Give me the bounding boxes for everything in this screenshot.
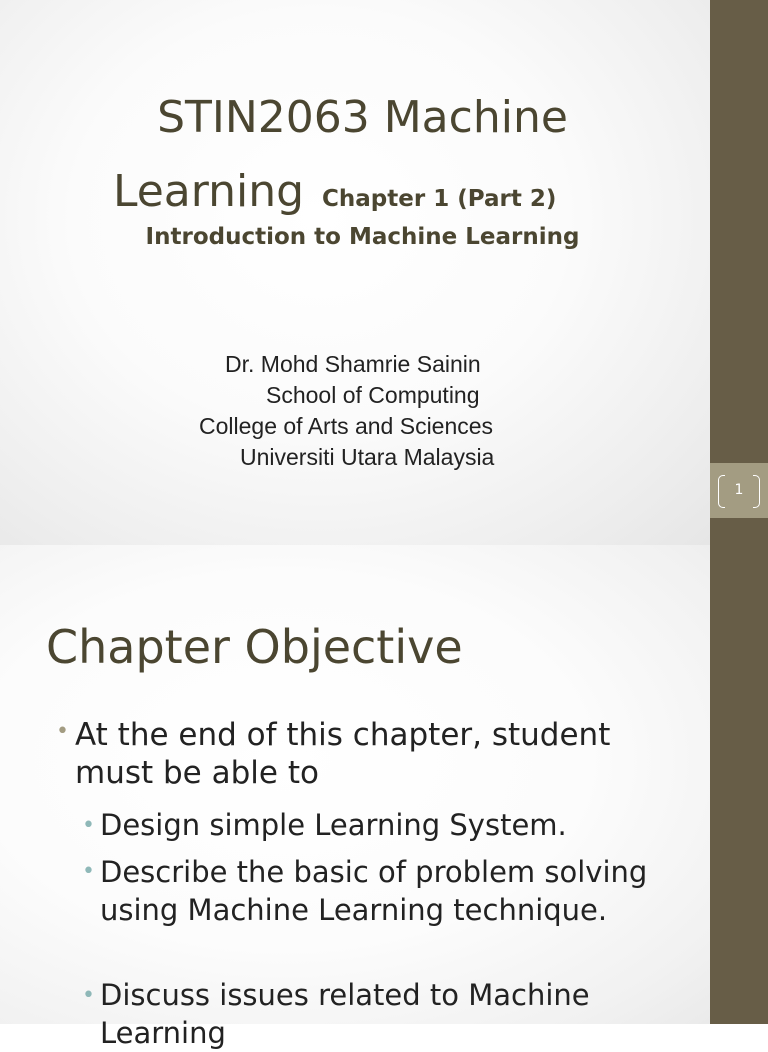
chapter-label: Chapter 1 (Part 2) [322,186,557,212]
sub-bullet-1: Design simple Learning System. [100,808,567,842]
author-name: Dr. Mohd Shamrie Sainin [225,351,481,377]
sub-bullet-2: Describe the basic of problem solving using Machine Learning technique. [100,855,648,927]
sub-bullet-3: Discuss issues related to Machine Learning [100,978,590,1050]
college-name: College of Arts and Sciences [199,413,494,439]
slide-title-line2 [113,166,556,217]
bullet-main: At the end of this chapter, student must be able to [75,717,611,791]
bracket-right-icon [753,475,760,508]
objective-title: Chapter Objective [46,620,463,674]
title-slide [0,0,710,545]
page-number: 1 [734,482,744,498]
sub-bullet-dot: • [82,983,95,1008]
slide-title-word: Learning [113,166,305,217]
page-number-badge [710,463,768,518]
university-name: Universiti Utara Malaysia [240,444,495,470]
slide-title-line1: STIN2063 Machine [157,92,568,143]
school-name: School of Computing [266,382,480,408]
bullet-dot: • [56,719,69,744]
sub-bullet-dot: • [82,813,95,838]
objective-slide [0,545,710,1050]
sub-bullet-dot: • [82,859,95,884]
slide-subtitle: Introduction to Machine Learning [145,224,580,250]
